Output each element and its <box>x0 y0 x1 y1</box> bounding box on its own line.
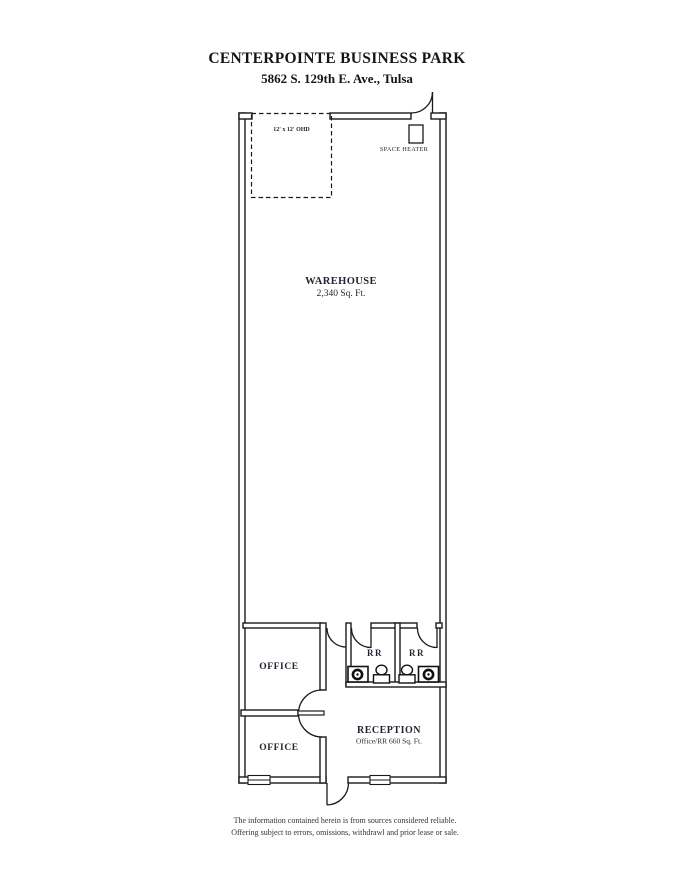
door-swing-arc <box>352 628 372 648</box>
door-swing-arc <box>412 92 433 113</box>
doors <box>299 92 438 805</box>
toilet-icon <box>402 665 413 675</box>
office-block-top-wall <box>436 623 442 628</box>
page-title: CENTERPOINTE BUSINESS PARK <box>208 50 466 67</box>
sink-drain-icon <box>356 673 358 675</box>
door-swing-arc <box>327 783 349 805</box>
door-swing-arc <box>327 628 346 647</box>
disclaimer-line1: The information contained herein is from sources considered reliable. <box>233 816 457 825</box>
toilet-icon <box>376 665 387 675</box>
page-address: 5862 S. 129th E. Ave., Tulsa <box>261 71 413 86</box>
space-heater-label: SPACE HEATER <box>379 146 429 153</box>
office-divider-wall <box>241 710 298 716</box>
corridor-wall-upper <box>320 623 326 690</box>
restroom-fixtures <box>348 665 439 683</box>
wall-top-segment <box>330 113 411 119</box>
overhead-door-label: 12' x 12' OHD <box>273 127 310 133</box>
reception-label: RECEPTION <box>357 725 421 736</box>
toilet-tank-icon <box>374 675 390 683</box>
restroom-left-label: RR <box>367 648 383 658</box>
wall-left <box>239 113 245 783</box>
office-block-top-wall <box>243 623 322 628</box>
wall-top-segment <box>239 113 252 119</box>
space-heater-icon <box>409 125 423 143</box>
corridor-wall-lower <box>320 737 326 783</box>
reception-area-label: Office/RR 660 Sq. Ft. <box>356 736 422 746</box>
office-block-top-wall <box>371 623 417 628</box>
door-swing-arc <box>418 628 438 648</box>
disclaimer-line2: Offering subject to errors, omissions, withdrawl and prior lease or sale. <box>231 827 459 837</box>
warehouse-area-label: 2,340 Sq. Ft. <box>316 289 366 299</box>
toilet-tank-icon <box>399 675 415 683</box>
door-leaf <box>298 711 324 715</box>
restroom-right-label: RR <box>409 648 425 658</box>
disclaimer <box>4 815 686 838</box>
warehouse-label: WAREHOUSE <box>305 276 377 287</box>
wall-top-segment <box>431 113 446 119</box>
wall-bottom-segment <box>348 777 446 783</box>
office-lower-label: OFFICE <box>259 743 299 753</box>
office-upper-label: OFFICE <box>259 662 299 672</box>
sink-drain-icon <box>427 673 429 675</box>
